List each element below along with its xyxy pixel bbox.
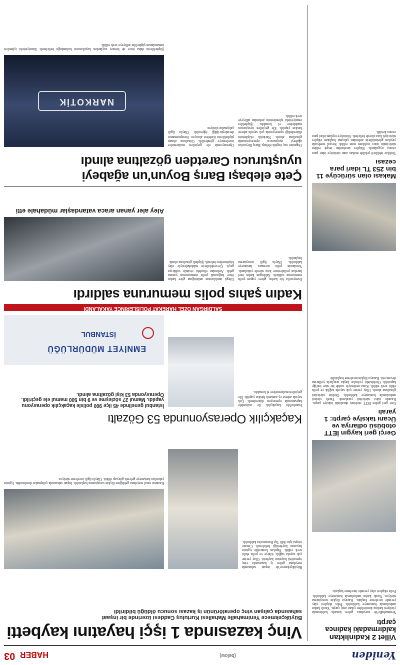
kacakcilik-body-1: İstanbul'da kaçakçılık ile mücadele kapsamında operasyon düzenlendi. Çok sayıda adrese eş zamanlı baskın yapıldı. Ele geçirilen malzemelere el konuldu. — [238, 390, 302, 407]
main-photo-site — [4, 489, 164, 569]
kacakcilik-deck: İstanbul genelinde 45 ilçe 900 polisle kaçakçılık operasyonu yapıldı. Mamul 27 sözleşme ve 9 bin 500 mamul ele geçirildi. Operasyonda 53 kişi gözaltına alındı. — [21, 391, 164, 408]
cete-header — [4, 151, 302, 183]
main-article — [4, 571, 302, 641]
polis-photo — [4, 217, 164, 281]
section-label: HABER — [20, 650, 49, 659]
page-number: 03 — [4, 650, 16, 661]
emniyet-sign: EMNİYET MÜDÜRLÜĞÜ — [47, 344, 146, 353]
left-col-photo-1 — [312, 440, 396, 532]
left-column — [312, 5, 396, 641]
masthead — [4, 645, 396, 662]
polis-header — [4, 285, 302, 301]
cete-body-1: Organize suç örgütü elebaşı Barış Boyun'un ağabeyi uyuşturucu operasyonunda gözaltına alındı. Narkotik ekiplerinin düzenlediği operasyonda çok sayıda adrese baskın yapıldı. Ele geçirilen uyuşturucu maddelere el konuldu. Şüpheliler emniyetteki işlemlerinin ardından adliyeye sevk edildi. — [238, 113, 302, 147]
kacakcilik-header — [4, 411, 302, 425]
left-col-sub2: Gerçi geri kaygın İETT otobüsü odlarıya ve Ücanı takslye çarptı: 1 yaralı — [324, 408, 396, 437]
main-body-col-1: Büyükçekmece'de inşaat sahasında meydana gelen iş kazasında vinç operatörü hayatını kaybetti. Olay yerine çok sayıda sağlık, itfaiye ve polis ekibi sevk edildi. Yapılan kontrolde işçinin hayatını kaybettiği belirlendi. Cenaze otopsi için Adli Tıp Kurumu'na kaldırıldı. — [242, 539, 302, 569]
kacakcilik-photo-sign — [4, 315, 164, 365]
section-rule — [4, 186, 302, 187]
main-deck: Büyükçekmece Yenimahalle Mahallesi Kurtuluş Caddesi üzerinde bir inşaat sahasında çalışan vinç operatörünün iş kazası sonucu öldüğü bildirildi — [101, 607, 302, 620]
left-col-title: Villet 2 Kadınlıktan — [329, 633, 396, 642]
polis-red-band: SALDIRGAN ÖZEL HAREKAT POLİSLERİNCE YAKALANDI — [4, 304, 302, 311]
polis-headline: Kadın şahıs polis memuruna saldırdı — [73, 287, 302, 302]
istanbul-sign: İSTANBUL — [81, 330, 116, 337]
column-divider — [307, 5, 308, 641]
cete-photo — [4, 55, 164, 147]
cete-headline: Çete elebaşı Barış Boyun'un ağabeyi — [81, 169, 302, 184]
newspaper-logo: Yeniden — [351, 649, 396, 660]
left-col-sub3: Makası olan sürücüye 11 bin 253 TL idari para cezası — [316, 157, 396, 179]
polis-body-2: Görgü tanıklarının anlattığına göre kadın önce bağırarak polis memurunun yanına geldi. Ardından elindeki cisimle saldırıya geçti. Çevredekilerin müdahalesiyle olay büyümeden önlendi. Şüpheli gözaltına alındı. — [168, 260, 234, 281]
kacakcilik-photo-boxes — [168, 337, 234, 407]
main-headline: Vinç kazasında 1 işçi hayatını kaybetti — [6, 623, 302, 642]
main-photo-crane — [168, 449, 238, 569]
main-body-col-2: Kazanın nasıl meydana geldiğine ilişkin soruşturma başlatıldı. İnşaat sahasında çalışmalar durduruldu. İşçinin yakınları hastaneye gelerek gözyaşı döktü. Olayla ilgili inceleme sürüyor. — [4, 476, 164, 485]
polis-body-1: Esenyurt'ta bir kadın, görev yapan polis memuruna saldırdı. Saldırgan kadın özel harekat polislerince kısa sürede yakalandı. Yaralanan polis memuru hastaneye kaldırıldı. Olayla ilgili soruşturma başlatıldı. — [238, 255, 302, 281]
kacakcilik-headline: Kaçakçılık Operasyonunda 53 Gözaltı — [107, 412, 302, 426]
left-col-body-1: Yenimahalle'de meydana gelen kazada kaldırımda yürüyen kadına kontrolden çıkan araç çarptı. Yaralı kadın ambulansla hastaneye kaldırıldı. Polis ekipleri olay yerinde inceleme başlattı. Kazaya ilişkin soruşturma sürüyor. Yaralı kadın ambulansla hastaneye kaldırıldı. Polis ekipleri olay yerinde inceleme başlattı. — [312, 589, 396, 615]
left-col-body-2: Geri geri giden İETT otobüsü duraktaki taksiye çarptı. Kazada taksi sürücüsü yaralandı. Yaralı sürücü ambulansla hastaneye kaldırıldı. Otobüs sürücüsü gözaltına alındı. Olay yerine çok sayıda sağlık ve polis ekibi sevk edildi. Kaza nedeniyle cadde bir süre trafiğe kapatıldı. Otobüsteki yolcular başka araçlarla yollarına devam etti. Kazaya ilişkin inceleme başlatıldı. — [312, 375, 396, 405]
issue-date: (below) — [219, 652, 236, 658]
narkotik-label: NARKOTİK — [58, 97, 114, 107]
cete-body-3: Şüphelilerin daha önce de benzer suçlardan kayıtlarının bulunduğu belirlendi. Emniyetteki işlemleri tamamlanan şüpheliler adliyeye sevk edildi. — [4, 42, 164, 51]
cete-body-2: Operasyonda ele geçirilen malzemeler incelemeye gönderildi. Gözaltına alınan şüphelilerin ifadeleri alınıyor. Soruşturmanın derinleştirildiği öğrenildi. Olayla ilgili çalışmalar sürüyor. — [168, 126, 234, 147]
polis-kicker: Aley aler yanan araca vatandaşlar müdahale etti — [15, 207, 164, 214]
cete-headline-2: uyuşturucu Caretden gözaltına alındı — [80, 154, 302, 169]
left-col-body-3: Trafikte tehlikeli şekilde makas atan sürücüye idari para cezası uygulandı. Ekipler tarafından tespit edilen sürücünün aracı trafikten men edildi. Sosyal medyada yayılan görüntülerin ardından çalışma başlatan ekipler sürücüyü kısa sürede belirledi. Sürücüye toplam idari para cezası kesildi. — [312, 129, 396, 155]
police-emblem-icon — [142, 327, 154, 339]
left-col-photo-2 — [312, 183, 396, 251]
left-col-sub1: kaldırmadaki kadınca çarptı — [325, 617, 396, 633]
